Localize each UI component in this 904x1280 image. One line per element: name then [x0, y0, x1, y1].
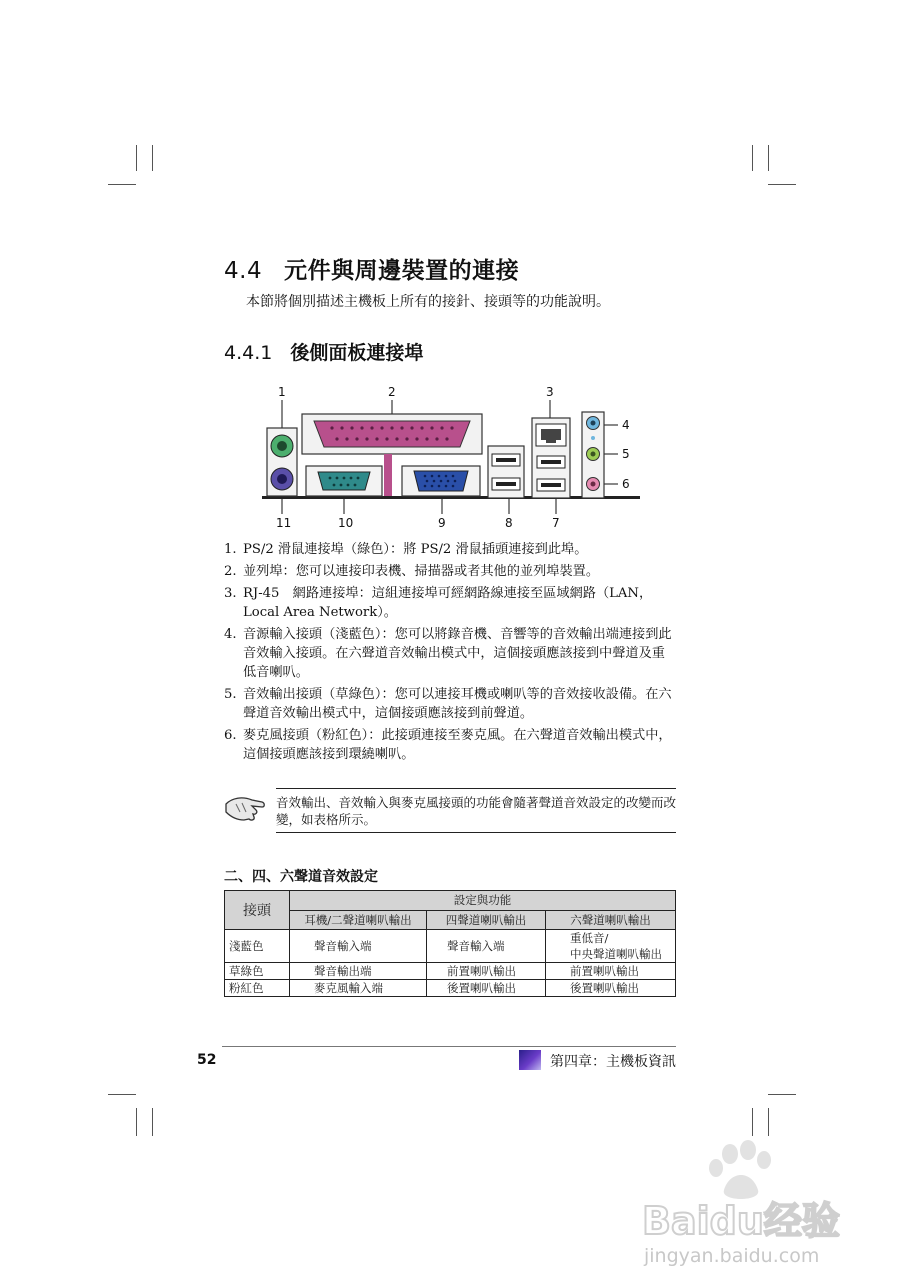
rear-panel-diagram: [262, 384, 642, 530]
parallel-port: [314, 421, 470, 447]
item-number: 2.: [224, 564, 237, 579]
list-item: [224, 562, 678, 581]
subsection-title: 後側面板連接埠: [290, 342, 424, 364]
cell: 麥克風輸入端: [290, 980, 427, 997]
callout-label-3: 3: [546, 385, 554, 399]
watermark-url: jingyan.baidu.com: [644, 1245, 820, 1267]
table-row: [225, 930, 676, 963]
section-number: 4.4: [224, 258, 263, 284]
cell: 聲音輸出端: [290, 963, 427, 980]
crop-mark: [768, 184, 796, 185]
item-number: 4.: [224, 627, 237, 642]
cell: 前置喇叭輸出: [427, 963, 546, 980]
note-box: [276, 788, 676, 833]
cell-port: 草綠色: [225, 963, 290, 980]
item-number: 5.: [224, 687, 237, 702]
item-text: 麥克風接頭（粉紅色）：此接頭連接至麥克風。在六聲道音效輸出模式中，這個接頭應該接到環繞喇叭。: [243, 728, 672, 762]
watermark-brand: Baidu经验: [642, 1199, 840, 1243]
cell-port: 粉紅色: [225, 980, 290, 997]
note-text: 音效輸出、音效輸入與麥克風接頭的功能會隨著聲道音效設定的改變而改變，如表格所示。: [276, 795, 677, 827]
cell: 後置喇叭輸出: [546, 980, 676, 997]
callout-label-4: 4: [622, 418, 630, 432]
chapter-title: 第四章：主機板資訊: [550, 1054, 676, 1070]
crop-mark: [152, 145, 153, 171]
callout-label-10: 10: [338, 516, 354, 530]
callout-label-1: 1: [278, 385, 286, 399]
crop-mark: [768, 1094, 796, 1095]
crop-mark: [136, 1108, 137, 1136]
baidu-watermark: [640, 1140, 860, 1270]
cell-line: 中央聲道喇叭輸出: [570, 947, 662, 961]
item-text: 音效輸出接頭（草綠色）：您可以連接耳機或喇叭等的音效接收設備。在六聲道音效輸出模式中，這個接頭應該接到前聲道。: [243, 687, 672, 721]
subsection-number: 4.4.1: [224, 342, 273, 364]
callout-label-9: 9: [438, 516, 446, 530]
list-item: [224, 726, 678, 764]
crop-mark: [752, 145, 753, 171]
list-item: [224, 625, 678, 682]
item-text: 並列埠：您可以連接印表機、掃描器或者其他的並列埠裝置。: [243, 564, 600, 579]
crop-mark: [108, 184, 136, 185]
header-group: 設定與功能: [290, 891, 676, 911]
item-number: 3.: [224, 586, 237, 601]
item-number: 1.: [224, 542, 237, 557]
table-row: [225, 980, 676, 997]
callout-label-11: 11: [276, 516, 292, 530]
crop-mark: [136, 145, 137, 171]
audio-channel-table: [224, 890, 676, 997]
callout-label-6: 6: [622, 477, 630, 491]
list-item: [224, 540, 678, 559]
crop-mark: [752, 1108, 753, 1136]
port-description-list: [224, 540, 678, 767]
table-row: [225, 963, 676, 980]
subsection-heading: [224, 338, 423, 365]
crop-mark: [108, 1094, 136, 1095]
column-header: 四聲道喇叭輸出: [427, 910, 546, 930]
cell: 後置喇叭輸出: [427, 980, 546, 997]
cell: 聲音輸入端: [290, 930, 427, 963]
item-text: 音源輸入接頭（淺藍色）：您可以將錄音機、音響等的音效輸出端連接到此音效輸入接頭。在六聲道音效輸出模式中，這個接頭應該接到中聲道及重低音喇叭。: [243, 627, 672, 680]
cell-port: 淺藍色: [225, 930, 290, 963]
cell-line: 重低音/: [570, 931, 609, 945]
crop-mark: [768, 1108, 769, 1136]
cell: 前置喇叭輸出: [546, 963, 676, 980]
paw-icon: [709, 1140, 771, 1199]
chapter-marker-icon: [519, 1050, 541, 1070]
item-number: 6.: [224, 728, 237, 743]
section-intro: 本節將個別描述主機板上所有的接針、接頭等的功能說明。: [246, 294, 610, 310]
callout-label-2: 2: [388, 385, 396, 399]
callout-label-5: 5: [622, 447, 630, 461]
column-header: 六聲道喇叭輸出: [546, 910, 676, 930]
page-number: 52: [197, 1052, 217, 1068]
pointing-hand-icon: [222, 790, 266, 824]
list-item: [224, 685, 678, 723]
section-title: 元件與周邊裝置的連接: [284, 258, 520, 284]
header-port: 接頭: [225, 891, 290, 930]
footer-rule: [222, 1046, 676, 1047]
crop-mark: [768, 145, 769, 171]
item-text: RJ-45 網路連接埠：這組連接埠可經網路線連接至區域網路（LAN，Local Area Network）。: [243, 586, 653, 620]
cell: [546, 930, 676, 963]
table-title: 二、四、六聲道音效設定: [224, 869, 378, 885]
list-item: [224, 584, 678, 622]
column-header: 耳機/二聲道喇叭輸出: [290, 910, 427, 930]
cell: 聲音輸入端: [427, 930, 546, 963]
callout-label-8: 8: [505, 516, 513, 530]
serial-port: [318, 472, 370, 490]
crop-mark: [152, 1108, 153, 1136]
section-heading: [224, 252, 519, 285]
callout-label-7: 7: [552, 516, 560, 530]
item-text: PS/2 滑鼠連接埠（綠色）：將 PS/2 滑鼠插頭連接到此埠。: [243, 542, 588, 557]
